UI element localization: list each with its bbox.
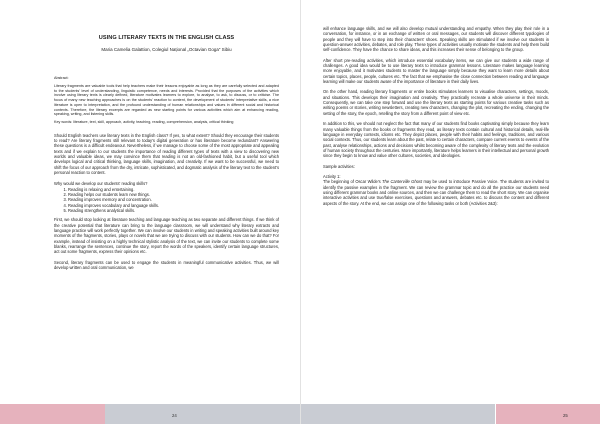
left-column	[54, 58, 279, 275]
reading-skills-list	[54, 187, 279, 213]
abstract-label: Abstract:	[54, 76, 69, 80]
page-footer	[0, 404, 300, 424]
list-item: 3. Reading improves memory and concentration.	[68, 197, 279, 202]
list-item: 2. Reading helps our students learn new things.	[68, 192, 279, 197]
page-number: 24	[172, 413, 177, 418]
story-title: The Canterville Ghost	[382, 179, 423, 185]
list-item: 4. Reading improves vocabulary and language skills.	[68, 203, 279, 208]
article-title: USING LITERARY TEXTS IN THE ENGLISH CLASS	[98, 35, 235, 41]
list-item: 1. Reading is relaxing and entertaining.	[68, 187, 279, 192]
paragraph: On the other hand, reading literary fragments or entire books stimulates learners to visualise characters, settings, moods, and situations. This develops their imagination and creativity. They practically recreate a whole universe in their minds. Consequently, we can take one step forward and use the literary texts as starting points for various creative tasks such as writing poems or stories, writing newsletters, creating new characters, changing the plot, recreating the ending, changing the setting of the story, the epoch, retelling the story from a different point of view etc.	[323, 89, 549, 116]
page-footer	[301, 404, 600, 424]
footer-band-gray	[300, 404, 495, 424]
activity-heading: Activity 1:	[323, 173, 341, 179]
paragraph: Second, literary fragments can be used to engage the students in meaningful communicative activities. Thus, we will develop written and oral communication, we	[54, 259, 279, 271]
paragraph: First, we should stop looking at literature teaching and language teaching as two separate and different things. If we think of the creative potential that literature can bring to the language classroom, we will understand why literary extracts and language practice will work perfectly together. We can involve our students in writing and speaking activities built around key moments of the fragments, stories, plays or novels that we are trying to discuss with our students. How can we do that? For example, instead of insisting on a highly technical stylistic analysis of the text, we can invite our students to complete some blanks, rearrange the sentences, continue the story, report the words of the speakers, identify certain language structures, act out some fragments, express their opinions etc.	[54, 217, 279, 255]
activity-text-end: may be used to introduce Passive Voice. The students are invited to identify the passive examples in the fragment. We can review the grammar topic and do all the practice our students need using different grammar books and online sources, and then we can challenge them to read the short story. We can organise interactive activities and use true/false exercises, questions and answers, debates etc. to discuss the content and different aspects of the story. At the end, we can assign one of the following tasks or both (Activities 2&3):	[323, 179, 549, 206]
sample-activities-label: Sample activities:	[323, 163, 355, 169]
footer-band-pink	[0, 404, 105, 424]
list-item: 5. Reading strengthens analytical skills.	[68, 208, 279, 213]
paragraph: After short pre-reading activities, which introduce essential vocabulary items, we can give our students a wide range of challenges. A good idea would be to use literary texts to introduce grammar lessons. Literature makes language learning more enjoyable, and it motivates students to master the language simply because they want to learn more details about certain topics, places, people, cultures etc. The fact that we emphasise the close connection between reading and language learning will make our students aware of the importance of literature in their daily lives.	[323, 57, 549, 85]
abstract-text: Literary fragments are valuable tools that help teachers make their lessons enjoyable as long as they are carefully selected and adapted to the students' level of understanding, linguistic competence, needs and interests. Provided that the purposes of the activities which involve using literary texts is clearly defined, literature motivates learners to explore, to analyse, to ask, to discuss, or to criticise. The focus of many new teaching approaches is on the students' reaction to content, the development of students' interpretative skills, a nice literature is open to interpretation, and the profound understanding of human relationships and values in different social and historical contexts. Therefore, the literary excerpts are regarded as new starting points for various activities which aim at enhancing reading, speaking, writing, and listening skills.	[54, 83, 279, 117]
activity-paragraph	[323, 179, 549, 206]
footer-band-gray	[105, 404, 300, 424]
paragraph: will enhance language skills, and we will also develop mutual understanding and empathy. When they play their role in a conversation, for instance, or in an exchange of written or oral messages, our students will discover different typologies of people and they will have to step into their characters' shoes. Speaking skills are stimulated if we involve our students in question-answer activities, debates, and role play. These types of activities usually motivate the students and help them build self-confidence. They have the chance to share ideas, and this increases their sense of belonging to the group.	[323, 26, 549, 53]
paragraph: In addition to this, we should not neglect the fact that many of our students find books captivating simply because they learn many valuable things from the books or fragments they read, as literary texts contain cultural and historical details, real-life language in everyday contexts, idioms etc. They depict places, people with their habits and feelings, traditions, and various social contexts. Thus, our students learn about the past, relate to certain characters, compare current events to events of the past, analyse relationships, actions and decisions whilst becoming aware of the complexity of literary texts and the evolution of human society throughout the centuries. More importantly, literature helps learners in their intellectual and personal growth since they begin to know and value other cultures, societies, and ideologies.	[323, 121, 549, 159]
right-column	[323, 26, 549, 211]
activity-text-start: The beginning of Oscar Wilde's	[323, 179, 383, 185]
paragraph: Should English teachers use literary texts in the English class? If yes, to what extent? Should they encourage their students to read? Are literary fragments still relevant to today's digital generation or has literature become redundant? Answering these questions is a difficult endeavour. Nevertheless, if we manage to choose some of the most appropriate and appealing texts and if we explain to our students the importance of reading different types of texts with a view to discovering new worlds and valuable ideas, we may convince them that reading is not an old-fashioned habit, but a useful tool which develops logical and critical thinking, language skills, imagination, and creativity. If we want to be successful, we need to shift the focus of our approach from the dry, intricate, sophisticated, and dogmatic analysis of the literary text to the student's personal reaction to content.	[54, 132, 279, 176]
page-number: 25	[563, 413, 568, 418]
abstract-section	[54, 76, 279, 117]
footer-band-pink	[496, 404, 600, 424]
skills-question: Why would we develop our students' reading skills?	[54, 180, 148, 186]
right-page	[300, 0, 600, 424]
keywords: Key words: literature, text, skill, approach, activity, teaching, reading, comprehension, analysis, critical thinking	[54, 120, 234, 124]
article-author: Maria Camelia Galattion, Colegiul Național „Octavian Goga” Sibiu	[101, 47, 232, 52]
